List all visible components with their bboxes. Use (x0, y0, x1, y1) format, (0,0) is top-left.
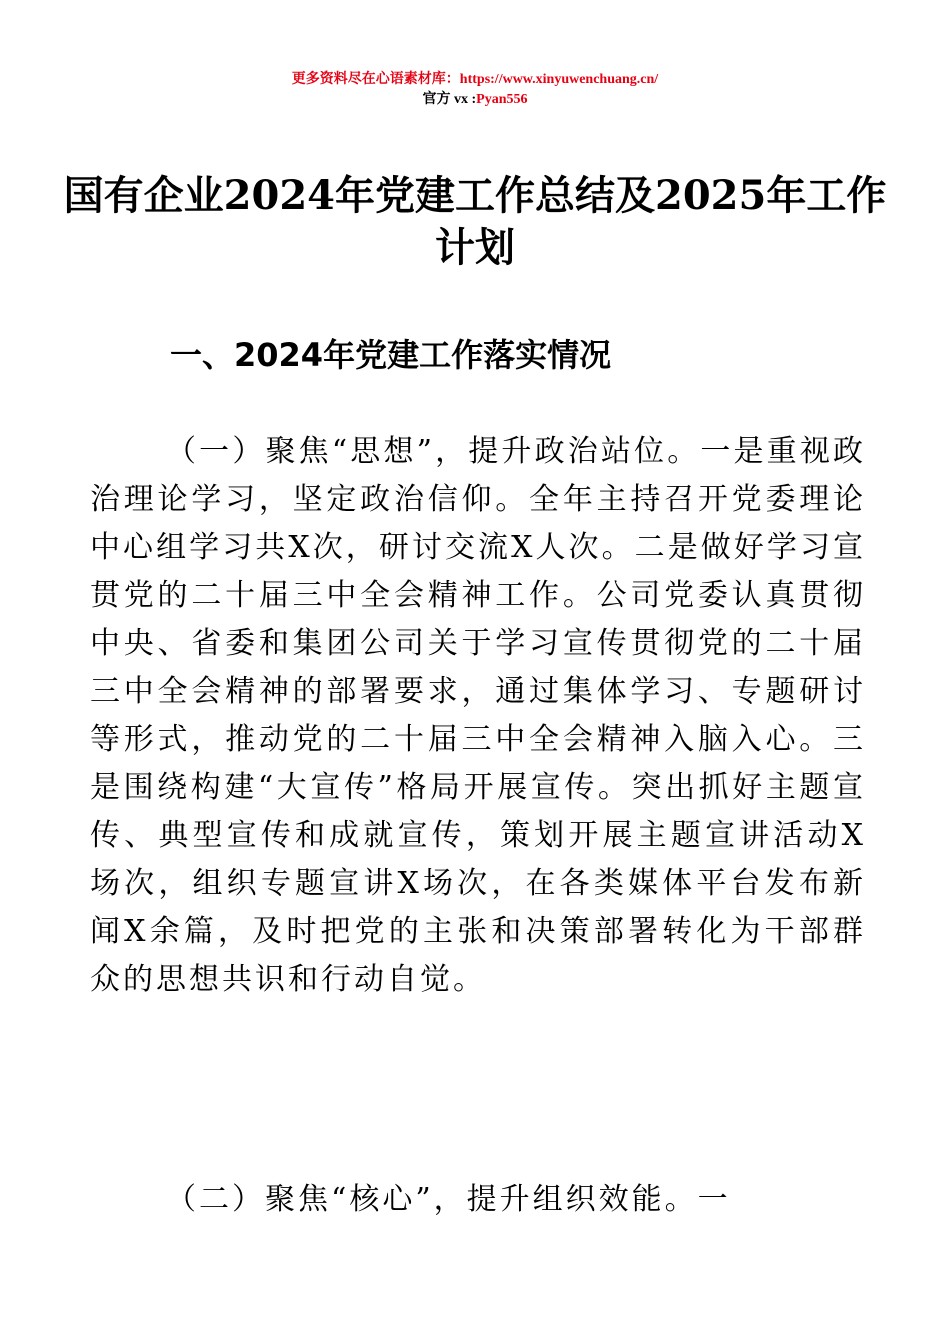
body-paragraph-2: （二）聚焦“核心”，提升组织效能。一 (166, 1182, 731, 1217)
contact-id: Pyan556 (476, 92, 528, 107)
body-paragraph-1: （一）聚焦“思想”，提升政治站位。一是重视政治理论学习，坚定政治信仰。全年主持召开党委理论中心组学习共X次，研讨交流X人次。二是做好学习宣贯党的二十届三中全会精神工作。公司党委认真贯彻中央、省委和集团公司关于学习宣传贯彻党的二十届三中全会精神的部署要求，通过集体学习、专题研讨等形式，推动党的二十届三中全会精神入脑入心。三是围绕构建“大宣传”格局开展宣传。突出抓好主题宣传、典型宣传和成就宣传，策划开展主题宣讲活动X场次，组织专题宣讲X场次，在各类媒体平台发布新闻X余篇，及时把党的主张和决策部署转化为干部群众的思想共识和行动自觉。 (90, 434, 866, 997)
contact-line (0, 90, 950, 110)
source-line (0, 70, 950, 90)
source-url[interactable]: https://www.xinyuwenchuang.cn/ (459, 72, 659, 87)
source-header (0, 70, 950, 110)
section-heading-1: 一、2024年党建工作落实情况 (170, 336, 612, 374)
contact-label: 官方 vx : (422, 92, 477, 107)
document-title: 国有企业2024年党建工作总结及2025年工作计划 (63, 172, 887, 271)
source-label: 更多资料尽在心语素材库： (291, 72, 460, 87)
